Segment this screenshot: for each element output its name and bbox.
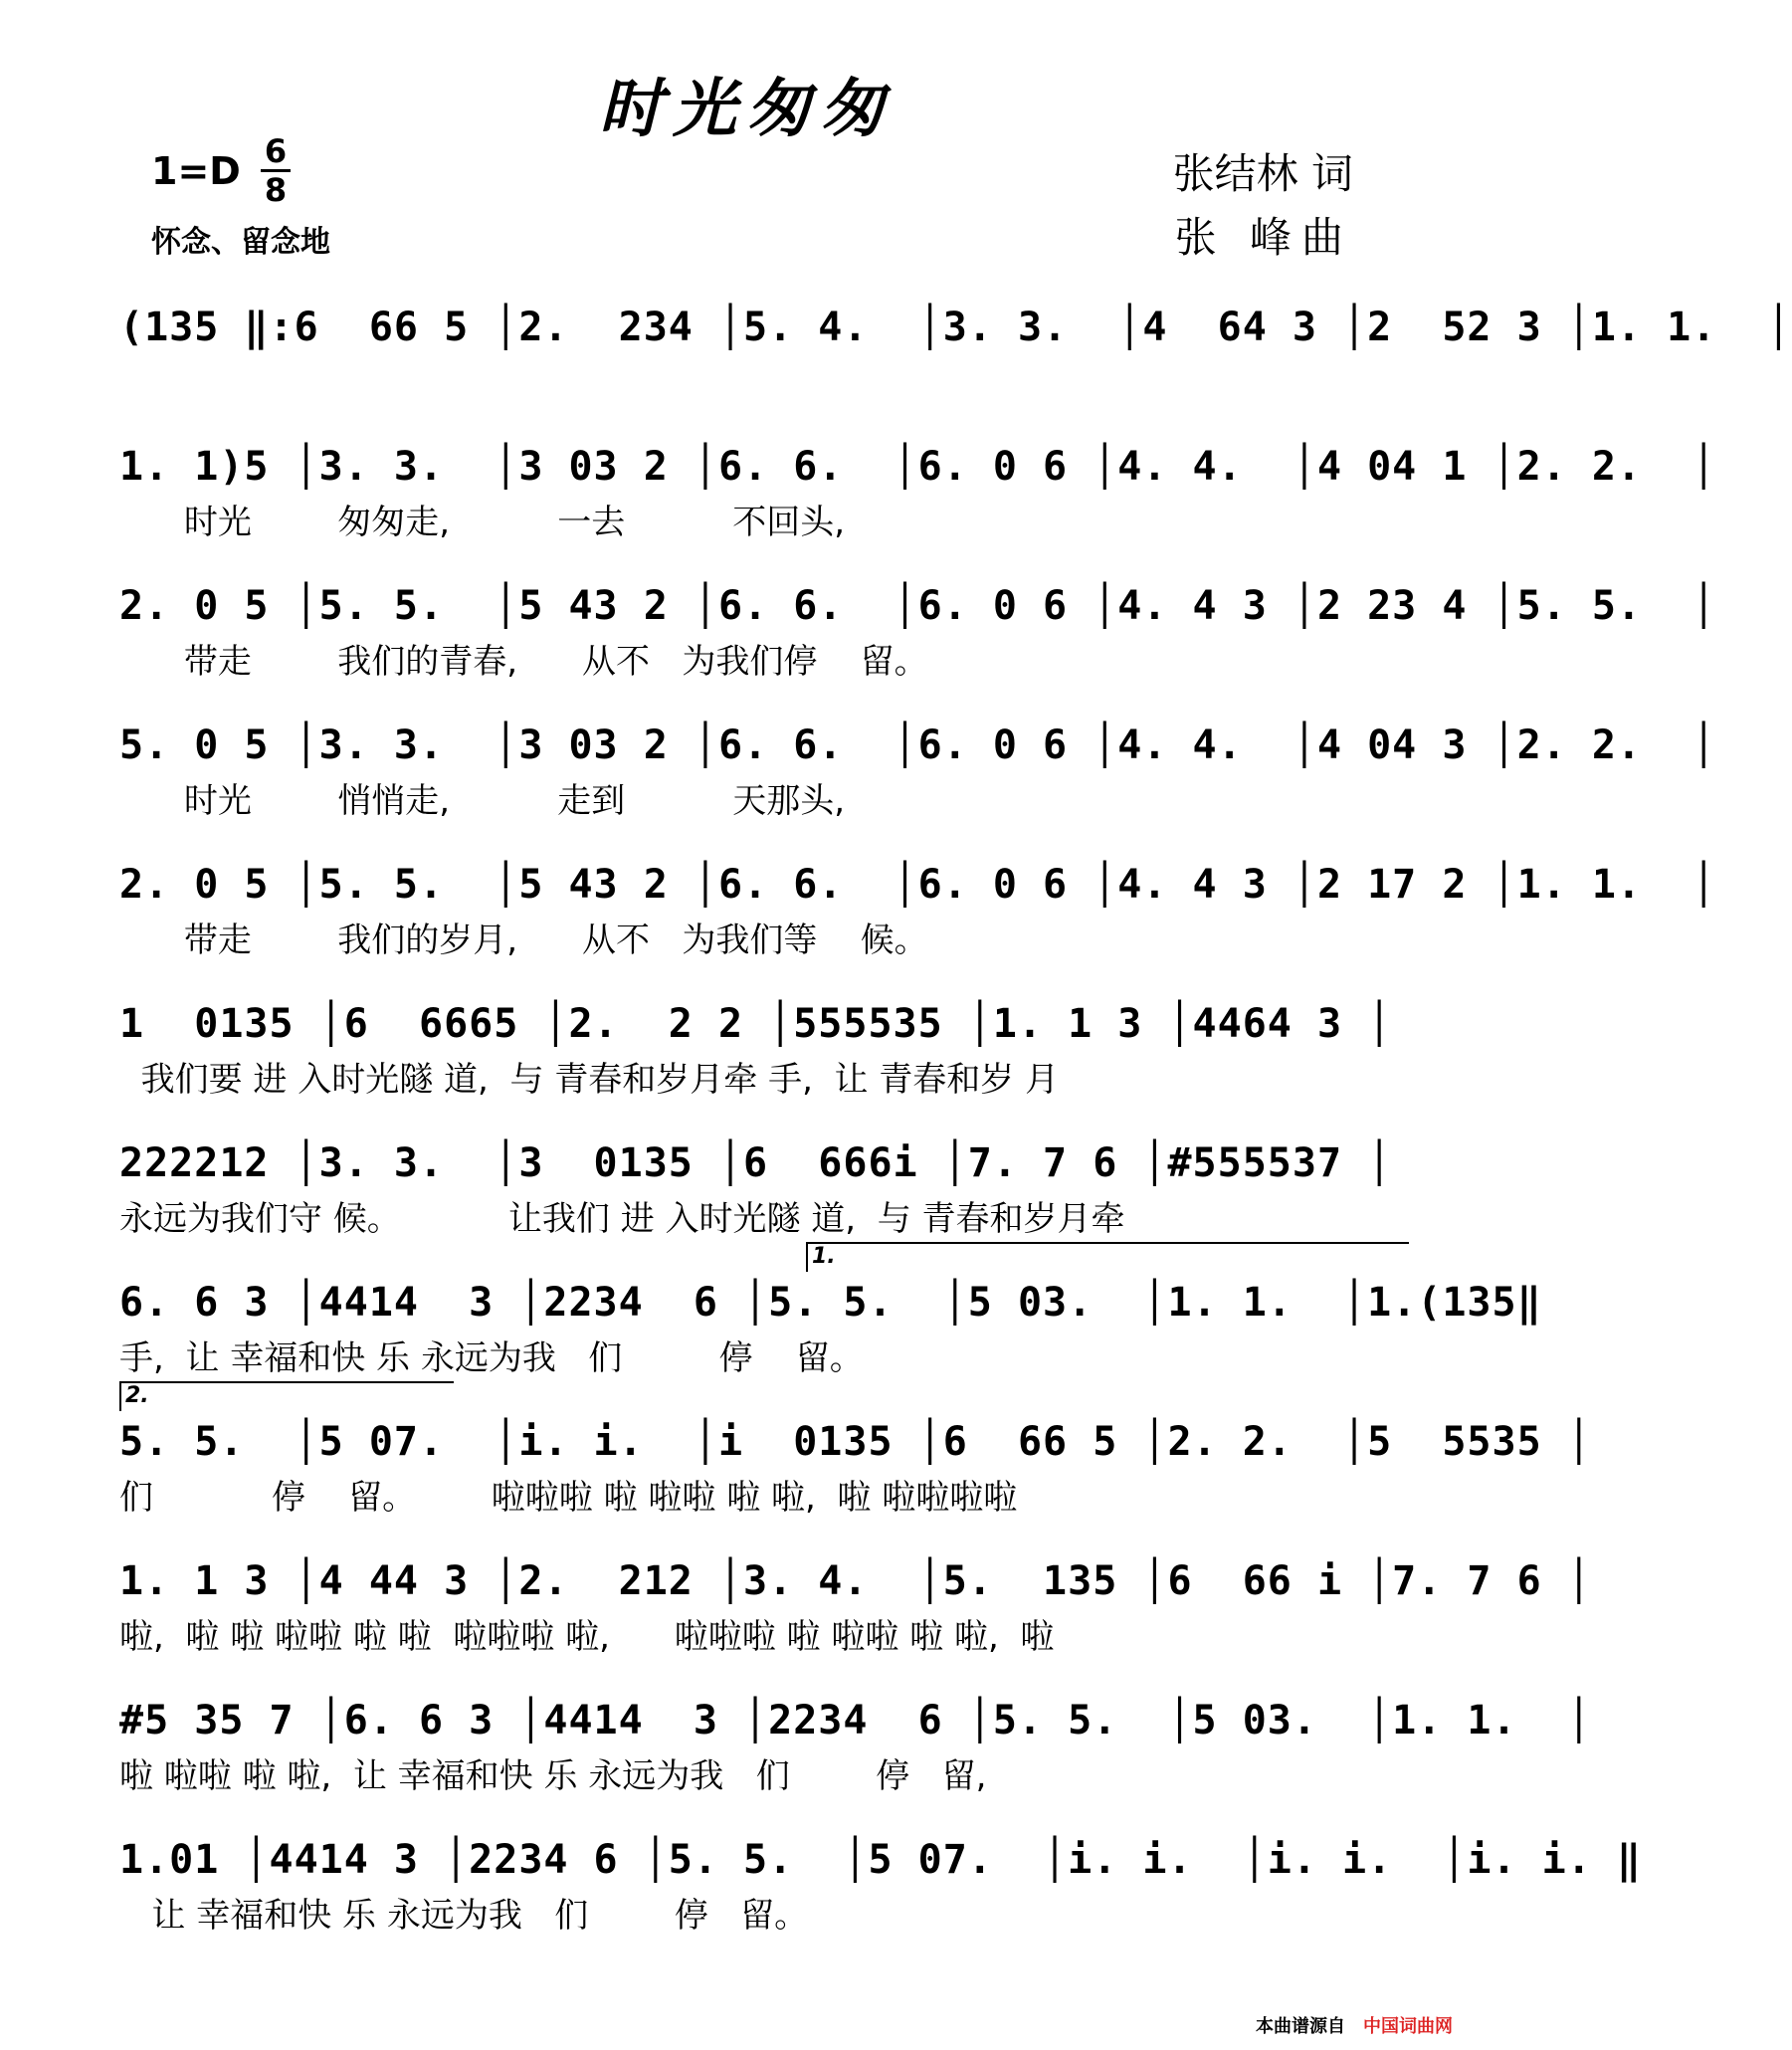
notation-line: 5. 0 5 │3. 3. │3 03 2 │6. 6. │6. 0 6 │4. 4. │4 04 3 │2. 2. │ [119,722,1717,768]
notation-line: 2. 0 5 │5. 5. │5 43 2 │6. 6. │6. 0 6 │4. 4 3 │2 23 4 │5. 5. │ [119,583,1717,629]
meter-bottom: 8 [264,171,288,209]
score-system [119,685,1717,824]
source-site-link[interactable]: 中国词曲网 [1363,2016,1453,2037]
lyrics-line [119,362,1403,404]
score-system [119,1799,1643,1939]
score-system [119,1660,1592,1799]
lyricist-credit: 张结林 词 [1172,149,1353,198]
first-ending-bracket: 1. [806,1242,1409,1272]
time-signature [261,133,291,208]
score-system [119,1103,1403,1242]
notation-line: 222212 │3. 3. │3 0135 │6 666i │7. 7 6 │#555537 │ [119,1140,1393,1186]
score-system [119,963,1403,1103]
notation-line: 1. 1)5 │3. 3. │3 03 2 │6. 6. │6. 0 6 │4. 4. │4 04 1 │2. 2. │ [119,444,1717,490]
lyrics-line: 们 停 留。 啦啦啦 啦 啦啦 啦 啦, 啦 啦啦啦啦 [119,1478,1018,1518]
notation-line: #5 35 7 │6. 6 3 │4414 3 │2234 6 │5. 5. │5 03. │1. 1. │ [119,1698,1592,1743]
tempo-marking: 怀念、留念地 [151,225,330,260]
meter-top: 6 [261,133,291,172]
song-title: 时光匆匆 [599,72,894,146]
notation-line: 2. 0 5 │5. 5. │5 43 2 │6. 6. │6. 0 6 │4. 4 3 │2 17 2 │1. 1. │ [119,862,1717,908]
lyrics-line: 永远为我们守 候。 让我们 进 入时光隧 道, 与 青春和岁月牵 [119,1199,1125,1239]
notation-line: 1. 1 3 │4 44 3 │2. 212 │3. 4. │5. 135 │6 66 i │7. 7 6 │ [119,1558,1592,1604]
source-label: 本曲谱源自 [1256,2016,1345,2037]
lyrics-line: 让 幸福和快 乐 永远为我 们 停 留。 [119,1896,809,1936]
lyrics-line: 我们要 进 入时光隧 道, 与 青春和岁月牵 手, 让 青春和岁 月 [119,1060,1060,1100]
notation-line: (135 ‖:6 66 5 │2. 234 │5. 4. │3. 3. │4 64 3 │2 52 3 │1. 1. │ [119,305,1792,350]
score-system [119,545,1717,685]
notation-line: 5. 5. │5 07. │i. i. │i 0135 │6 66 5 │2. 2. │5 5535 │ [119,1419,1592,1465]
score-system [119,1242,1542,1381]
lyrics-line: 带走 我们的青春, 从不 为我们停 留。 [119,642,928,682]
notation-line: 6. 6 3 │4414 3 │2234 6 │5. 5. │5 03. │1. 1. │1.(135‖ [119,1280,1542,1326]
notation-line: 1.01 │4414 3 │2234 6 │5. 5. │5 07. │i. i. │i. i. │i. i. ‖ [119,1837,1643,1883]
lyrics-line: 手, 让 幸福和快 乐 永远为我 们 停 留。 [119,1338,864,1378]
source-footer [1256,2012,1453,2038]
lyrics-line: 带走 我们的岁月, 从不 为我们等 候。 [119,921,928,960]
key-signature: 1=D [151,149,241,193]
score-system [119,1521,1592,1660]
notation-line: 1 0135 │6 6665 │2. 2 2 │555535 │1. 1 3 │4464 3 │ [119,1001,1393,1047]
score-system [119,824,1717,963]
lyrics-line: 时光 匆匆走, 一去 不回头, [119,503,846,542]
score-system [119,406,1717,545]
lyrics-line: 啦, 啦 啦 啦啦 啦 啦 啦啦啦 啦, 啦啦啦 啦 啦啦 啦 啦, 啦 [119,1617,1055,1657]
lyrics-line: 啦 啦啦 啦 啦, 让 幸福和快 乐 永远为我 们 停 留, [119,1756,987,1796]
score-system [119,1381,1592,1521]
second-ending-bracket: 2. [119,1381,454,1411]
lyrics-line: 时光 悄悄走, 走到 天那头, [119,781,846,821]
score-system [119,267,1792,406]
composer-credit: 张 峰曲 [1174,213,1353,262]
score [119,267,1792,1939]
